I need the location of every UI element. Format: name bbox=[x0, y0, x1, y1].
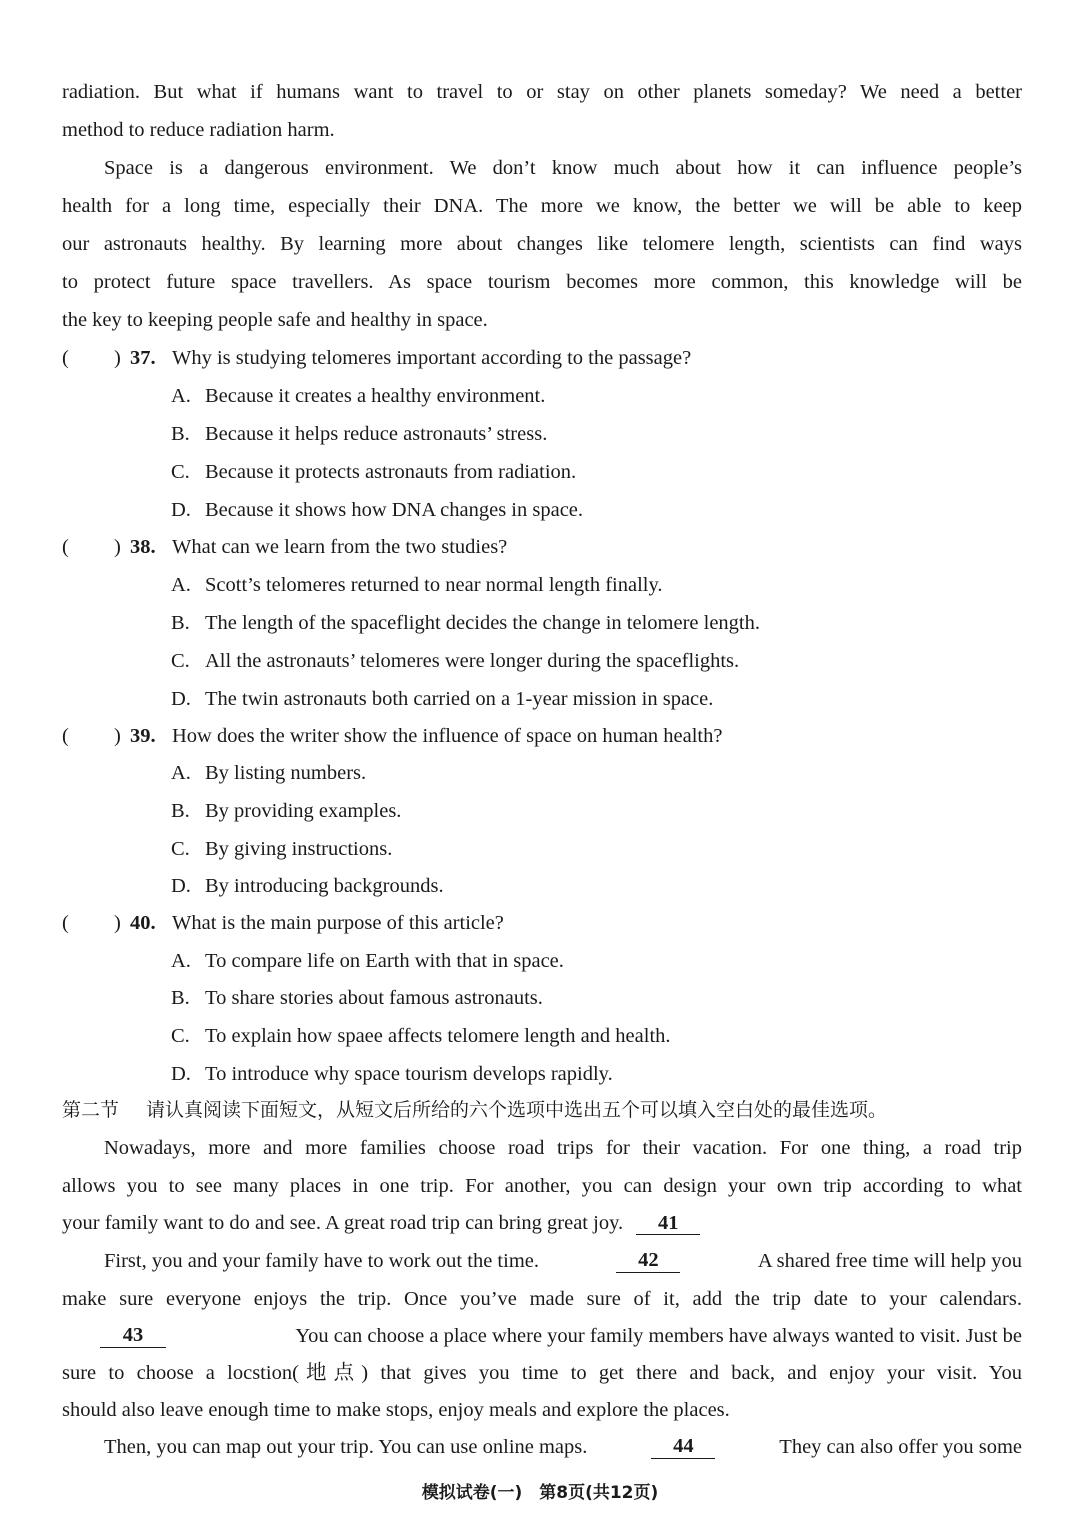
option-a bbox=[171, 573, 663, 597]
option-letter: C. bbox=[171, 838, 190, 860]
option-b bbox=[171, 986, 543, 1010]
option-d bbox=[171, 874, 444, 898]
question-stem: How does the writer show the influence of space on human health? bbox=[172, 725, 723, 747]
option-letter: A. bbox=[171, 950, 191, 972]
answer-paren-open: ( bbox=[62, 536, 69, 558]
option-a bbox=[171, 761, 366, 785]
option-c bbox=[171, 460, 576, 484]
answer-paren-close: ) bbox=[114, 536, 121, 558]
answer-paren-close: ) bbox=[114, 912, 121, 934]
blank-44: 44 bbox=[651, 1435, 715, 1459]
option-text: Because it creates a healthy environment. bbox=[205, 385, 546, 407]
option-text: By introducing backgrounds. bbox=[205, 875, 444, 897]
option-a bbox=[171, 384, 545, 408]
option-b bbox=[171, 422, 547, 446]
option-d bbox=[171, 1062, 613, 1086]
option-text: All the astronauts’ telomeres were longer during the spaceflights. bbox=[205, 650, 740, 672]
option-b bbox=[171, 799, 401, 823]
passage-line: radiation. But what if humans want to travel to or stay on other planets someday? We need a better bbox=[62, 81, 1022, 103]
option-text: Because it shows how DNA changes in space. bbox=[205, 499, 584, 521]
option-letter: D. bbox=[171, 1063, 191, 1085]
option-a bbox=[171, 949, 564, 973]
option-letter: C. bbox=[171, 1025, 190, 1047]
question-number: 37. bbox=[130, 347, 156, 369]
option-text: To explain how spaee affects telomere length and health. bbox=[205, 1025, 671, 1047]
passage-text: They can also offer you some bbox=[779, 1436, 1022, 1458]
option-text: Because it helps reduce astronauts’ stress. bbox=[205, 423, 548, 445]
option-text: The twin astronauts both carried on a 1-year mission in space. bbox=[205, 688, 714, 710]
passage-line: Space is a dangerous environment. We don’t know much about how it can influence people’s bbox=[104, 157, 1022, 179]
page-footer: 模拟试卷(一) 第8页(共12页) bbox=[421, 1483, 659, 1503]
question-stem: What is the main purpose of this article? bbox=[172, 912, 504, 934]
passage-line-with-blank bbox=[62, 1211, 1022, 1235]
option-c bbox=[171, 837, 392, 861]
option-c bbox=[171, 649, 739, 673]
option-text: To share stories about famous astronauts. bbox=[205, 987, 543, 1009]
blank-41: 41 bbox=[636, 1212, 700, 1235]
option-letter: A. bbox=[171, 574, 191, 596]
question-number: 40. bbox=[130, 912, 156, 934]
option-text: To introduce why space tourism develops rapidly. bbox=[205, 1063, 613, 1085]
passage-line: sure to choose a locstion(地点) that gives you time to get there and back, and enjoy your visit. You bbox=[62, 1362, 1022, 1384]
section-title: 第二节 bbox=[62, 1099, 120, 1121]
answer-paren-close: ) bbox=[114, 725, 121, 747]
option-letter: D. bbox=[171, 875, 191, 897]
option-letter: B. bbox=[171, 612, 190, 634]
passage-line: health for a long time, especially their DNA. The more we know, the better we will be able to keep bbox=[62, 195, 1022, 217]
option-text: The length of the spaceflight decides the change in telomere length. bbox=[205, 612, 761, 634]
answer-paren-open: ( bbox=[62, 347, 69, 369]
option-letter: B. bbox=[171, 987, 190, 1009]
option-text: By listing numbers. bbox=[205, 762, 367, 784]
passage-line: allows you to see many places in one trip. For another, you can design your own trip according to what bbox=[62, 1175, 1022, 1197]
option-text: Scott’s telomeres returned to near normal length finally. bbox=[205, 574, 663, 596]
question-number: 38. bbox=[130, 536, 156, 558]
option-c bbox=[171, 1024, 671, 1048]
option-letter: B. bbox=[171, 800, 190, 822]
section-heading bbox=[62, 1098, 887, 1122]
option-b bbox=[171, 611, 760, 635]
passage-text: A shared free time will help you bbox=[757, 1250, 1022, 1272]
blank-43: 43 bbox=[100, 1324, 166, 1348]
passage-line-with-blank bbox=[100, 1324, 1022, 1348]
passage-line: should also leave enough time to make stops, enjoy meals and explore the places. bbox=[62, 1399, 730, 1421]
option-text: To compare life on Earth with that in space. bbox=[205, 950, 564, 972]
option-d bbox=[171, 498, 583, 522]
passage-text: your family want to do and see. A great road trip can bring great joy. bbox=[62, 1212, 624, 1234]
passage-text: You can choose a place where your family members have always wanted to visit. Just be bbox=[295, 1325, 1022, 1347]
option-letter: C. bbox=[171, 461, 190, 483]
option-letter: A. bbox=[171, 762, 191, 784]
passage-line: our astronauts healthy. By learning more about changes like telomere length, scientists can find ways bbox=[62, 233, 1022, 255]
section-instruction: 请认真阅读下面短文，从短文后所给的六个选项中选出五个可以填入空白处的最佳选项。 bbox=[146, 1099, 888, 1121]
option-text: By giving instructions. bbox=[205, 838, 393, 860]
option-letter: C. bbox=[171, 650, 190, 672]
passage-line: Nowadays, more and more families choose road trips for their vacation. For one thing, a road trip bbox=[104, 1137, 1022, 1159]
question-stem: What can we learn from the two studies? bbox=[172, 536, 508, 558]
passage-line: make sure everyone enjoys the trip. Once you’ve made sure of it, add the trip date to your calendars. bbox=[62, 1288, 1022, 1310]
answer-paren-close: ) bbox=[114, 347, 121, 369]
option-text: Because it protects astronauts from radiation. bbox=[205, 461, 577, 483]
option-text: By providing examples. bbox=[205, 800, 402, 822]
option-letter: D. bbox=[171, 499, 191, 521]
passage-line-with-blank bbox=[104, 1249, 1022, 1273]
passage-text: First, you and your family have to work out the time. bbox=[104, 1250, 539, 1272]
option-letter: B. bbox=[171, 423, 190, 445]
passage-text: Then, you can map out your trip. You can use online maps. bbox=[104, 1436, 588, 1458]
question-stem: Why is studying telomeres important according to the passage? bbox=[172, 347, 692, 369]
answer-paren-open: ( bbox=[62, 912, 69, 934]
option-d bbox=[171, 687, 713, 711]
option-letter: A. bbox=[171, 385, 191, 407]
passage-line: method to reduce radiation harm. bbox=[62, 119, 335, 141]
answer-paren-open: ( bbox=[62, 725, 69, 747]
question-number: 39. bbox=[130, 725, 156, 747]
passage-line: to protect future space travellers. As space tourism becomes more common, this knowledge will be bbox=[62, 271, 1022, 293]
option-letter: D. bbox=[171, 688, 191, 710]
passage-line: the key to keeping people safe and healthy in space. bbox=[62, 309, 488, 331]
passage-line-with-blank bbox=[104, 1435, 1022, 1459]
blank-42: 42 bbox=[616, 1249, 680, 1273]
